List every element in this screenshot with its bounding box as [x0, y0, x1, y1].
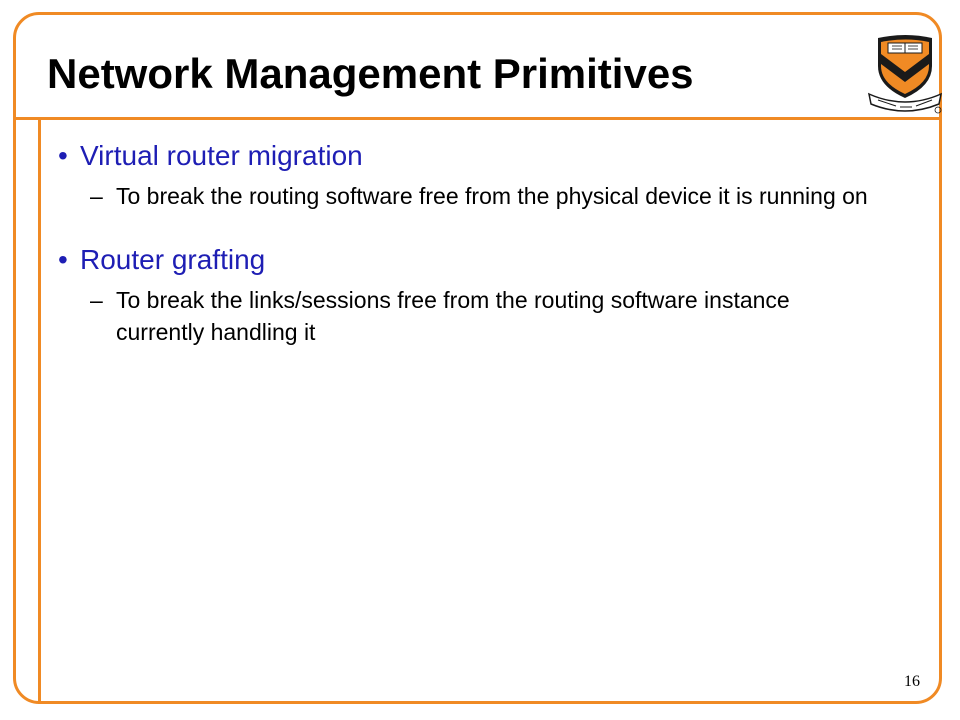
bullet-group: [58, 242, 878, 348]
sub-bullet-text: To break the routing software free from the physical device it is running on: [116, 183, 868, 209]
bullet-text: Router grafting: [80, 244, 266, 275]
slide-content: [58, 138, 878, 348]
sub-bullet-marker: –: [90, 183, 103, 209]
princeton-shield-icon: [866, 30, 944, 116]
left-divider: [38, 117, 41, 704]
page-number: 16: [904, 673, 920, 690]
sub-bullet-item: [90, 180, 878, 212]
bullet-item: [58, 242, 878, 278]
bullet-marker: •: [58, 244, 68, 275]
slide-title: Network Management Primitives: [47, 50, 694, 97]
title-divider: [14, 117, 941, 120]
sub-bullet-marker: –: [90, 287, 103, 313]
slide-frame: [13, 12, 942, 704]
bullet-text: Virtual router migration: [80, 140, 363, 171]
sub-bullet-text: To break the links/sessions free from the routing software instance currently handling it: [116, 287, 790, 345]
sub-bullet-item: [90, 284, 878, 348]
bullet-marker: •: [58, 140, 68, 171]
bullet-item: [58, 138, 878, 174]
bullet-group: [58, 138, 878, 212]
